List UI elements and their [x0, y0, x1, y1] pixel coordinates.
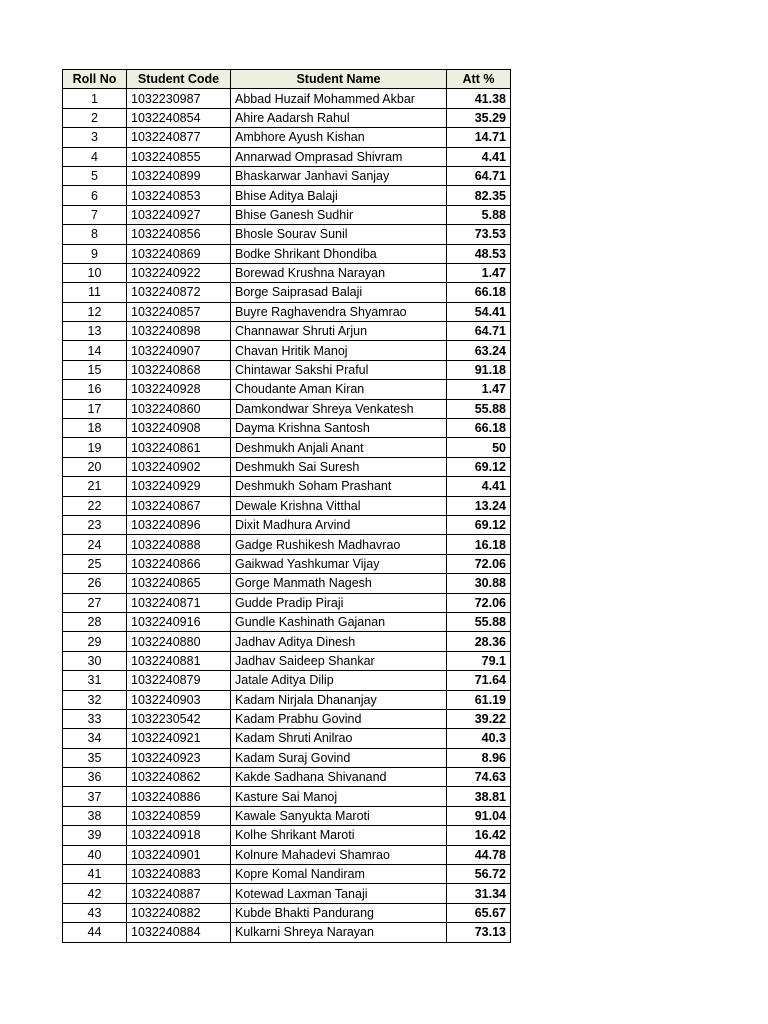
att-percent-cell: 91.04: [447, 806, 511, 825]
table-row: [63, 806, 511, 825]
table-row: [63, 865, 511, 884]
student-name-cell: Borge Saiprasad Balaji: [231, 283, 447, 302]
table-row: [63, 903, 511, 922]
student-code-cell: 1032240907: [127, 341, 231, 360]
roll-no-cell: 9: [63, 244, 127, 263]
table-row: [63, 748, 511, 767]
student-code-cell: 1032240879: [127, 671, 231, 690]
roll-no-cell: 39: [63, 826, 127, 845]
student-code-cell: 1032240860: [127, 399, 231, 418]
roll-no-cell: 15: [63, 360, 127, 379]
student-name-cell: Kadam Shruti Anilrao: [231, 729, 447, 748]
roll-no-cell: 14: [63, 341, 127, 360]
roll-no-cell: 12: [63, 302, 127, 321]
student-code-cell: 1032240901: [127, 845, 231, 864]
att-percent-cell: 91.18: [447, 360, 511, 379]
table-row: [63, 457, 511, 476]
student-code-cell: 1032240881: [127, 651, 231, 670]
student-code-cell: 1032240856: [127, 225, 231, 244]
student-name-cell: Dewale Krishna Vitthal: [231, 496, 447, 515]
table-row: [63, 651, 511, 670]
table-row: [63, 419, 511, 438]
student-code-cell: 1032240862: [127, 768, 231, 787]
student-code-cell: 1032240882: [127, 903, 231, 922]
table-row: [63, 438, 511, 457]
student-code-cell: 1032240867: [127, 496, 231, 515]
student-name-cell: Dayma Krishna Santosh: [231, 419, 447, 438]
student-code-cell: 1032240896: [127, 515, 231, 534]
table-row: [63, 477, 511, 496]
att-percent-cell: 35.29: [447, 108, 511, 127]
table-row: [63, 166, 511, 185]
student-name-cell: Bhaskarwar Janhavi Sanjay: [231, 166, 447, 185]
student-name-cell: Choudante Aman Kiran: [231, 380, 447, 399]
student-code-cell: 1032240898: [127, 322, 231, 341]
student-name-cell: Kakde Sadhana Shivanand: [231, 768, 447, 787]
student-code-cell: 1032240854: [127, 108, 231, 127]
att-percent-cell: 61.19: [447, 690, 511, 709]
roll-no-cell: 43: [63, 903, 127, 922]
att-percent-cell: 64.71: [447, 166, 511, 185]
table-row: [63, 283, 511, 302]
header-row: [63, 70, 511, 89]
att-percent-cell: 5.88: [447, 205, 511, 224]
student-code-cell: 1032240877: [127, 128, 231, 147]
table-row: [63, 244, 511, 263]
roll-no-cell: 20: [63, 457, 127, 476]
table-row: [63, 128, 511, 147]
roll-no-cell: 26: [63, 574, 127, 593]
header-roll-no: Roll No: [63, 70, 127, 89]
table-row: [63, 574, 511, 593]
student-code-cell: 1032240868: [127, 360, 231, 379]
att-percent-cell: 48.53: [447, 244, 511, 263]
student-name-cell: Kasture Sai Manoj: [231, 787, 447, 806]
student-name-cell: Bodke Shrikant Dhondiba: [231, 244, 447, 263]
roll-no-cell: 18: [63, 419, 127, 438]
table-row: [63, 205, 511, 224]
att-percent-cell: 16.42: [447, 826, 511, 845]
att-percent-cell: 30.88: [447, 574, 511, 593]
table-row: [63, 554, 511, 573]
roll-no-cell: 19: [63, 438, 127, 457]
roll-no-cell: 6: [63, 186, 127, 205]
student-code-cell: 1032240857: [127, 302, 231, 321]
student-name-cell: Deshmukh Soham Prashant: [231, 477, 447, 496]
student-name-cell: Gaikwad Yashkumar Vijay: [231, 554, 447, 573]
roll-no-cell: 28: [63, 612, 127, 631]
table-row: [63, 787, 511, 806]
table-row: [63, 671, 511, 690]
student-name-cell: Chintawar Sakshi Praful: [231, 360, 447, 379]
student-name-cell: Damkondwar Shreya Venkatesh: [231, 399, 447, 418]
student-code-cell: 1032240869: [127, 244, 231, 263]
student-name-cell: Gorge Manmath Nagesh: [231, 574, 447, 593]
roll-no-cell: 17: [63, 399, 127, 418]
student-name-cell: Bhise Aditya Balaji: [231, 186, 447, 205]
table-row: [63, 108, 511, 127]
student-code-cell: 1032240865: [127, 574, 231, 593]
student-name-cell: Kubde Bhakti Pandurang: [231, 903, 447, 922]
table-row: [63, 709, 511, 728]
student-code-cell: 1032240916: [127, 612, 231, 631]
roll-no-cell: 34: [63, 729, 127, 748]
roll-no-cell: 13: [63, 322, 127, 341]
att-percent-cell: 66.18: [447, 283, 511, 302]
table-row: [63, 263, 511, 282]
att-percent-cell: 73.13: [447, 923, 511, 942]
att-percent-cell: 41.38: [447, 89, 511, 108]
student-name-cell: Bhosle Sourav Sunil: [231, 225, 447, 244]
student-name-cell: Annarwad Omprasad Shivram: [231, 147, 447, 166]
roll-no-cell: 23: [63, 515, 127, 534]
table-row: [63, 923, 511, 942]
roll-no-cell: 32: [63, 690, 127, 709]
roll-no-cell: 3: [63, 128, 127, 147]
attendance-table: [62, 69, 511, 943]
student-name-cell: Kawale Sanyukta Maroti: [231, 806, 447, 825]
att-percent-cell: 72.06: [447, 593, 511, 612]
roll-no-cell: 24: [63, 535, 127, 554]
student-code-cell: 1032240929: [127, 477, 231, 496]
student-code-cell: 1032240888: [127, 535, 231, 554]
table-row: [63, 186, 511, 205]
student-code-cell: 1032240899: [127, 166, 231, 185]
student-name-cell: Dixit Madhura Arvind: [231, 515, 447, 534]
att-percent-cell: 44.78: [447, 845, 511, 864]
student-name-cell: Gundle Kashinath Gajanan: [231, 612, 447, 631]
student-name-cell: Kulkarni Shreya Narayan: [231, 923, 447, 942]
student-code-cell: 1032240886: [127, 787, 231, 806]
table-row: [63, 535, 511, 554]
student-code-cell: 1032240859: [127, 806, 231, 825]
att-percent-cell: 66.18: [447, 419, 511, 438]
student-code-cell: 1032240887: [127, 884, 231, 903]
table-row: [63, 845, 511, 864]
att-percent-cell: 56.72: [447, 865, 511, 884]
student-code-cell: 1032230987: [127, 89, 231, 108]
table-body: [63, 89, 511, 942]
att-percent-cell: 55.88: [447, 399, 511, 418]
roll-no-cell: 25: [63, 554, 127, 573]
att-percent-cell: 16.18: [447, 535, 511, 554]
student-code-cell: 1032240880: [127, 632, 231, 651]
att-percent-cell: 54.41: [447, 302, 511, 321]
student-code-cell: 1032240855: [127, 147, 231, 166]
att-percent-cell: 4.41: [447, 477, 511, 496]
table-row: [63, 768, 511, 787]
table-row: [63, 515, 511, 534]
roll-no-cell: 8: [63, 225, 127, 244]
student-name-cell: Kadam Prabhu Govind: [231, 709, 447, 728]
student-code-cell: 1032240918: [127, 826, 231, 845]
roll-no-cell: 40: [63, 845, 127, 864]
header-student-code: Student Code: [127, 70, 231, 89]
roll-no-cell: 1: [63, 89, 127, 108]
table-row: [63, 690, 511, 709]
student-code-cell: 1032240908: [127, 419, 231, 438]
student-code-cell: 1032240923: [127, 748, 231, 767]
student-code-cell: 1032240902: [127, 457, 231, 476]
student-name-cell: Jadhav Aditya Dinesh: [231, 632, 447, 651]
att-percent-cell: 39.22: [447, 709, 511, 728]
att-percent-cell: 69.12: [447, 457, 511, 476]
att-percent-cell: 50: [447, 438, 511, 457]
student-name-cell: Jatale Aditya Dilip: [231, 671, 447, 690]
table-row: [63, 341, 511, 360]
att-percent-cell: 4.41: [447, 147, 511, 166]
student-name-cell: Kadam Suraj Govind: [231, 748, 447, 767]
student-code-cell: 1032240866: [127, 554, 231, 573]
student-name-cell: Chavan Hritik Manoj: [231, 341, 447, 360]
roll-no-cell: 29: [63, 632, 127, 651]
roll-no-cell: 41: [63, 865, 127, 884]
student-code-cell: 1032240921: [127, 729, 231, 748]
table-row: [63, 884, 511, 903]
student-name-cell: Jadhav Saideep Shankar: [231, 651, 447, 670]
roll-no-cell: 30: [63, 651, 127, 670]
student-name-cell: Abbad Huzaif Mohammed Akbar: [231, 89, 447, 108]
student-name-cell: Kolhe Shrikant Maroti: [231, 826, 447, 845]
roll-no-cell: 4: [63, 147, 127, 166]
att-percent-cell: 40.3: [447, 729, 511, 748]
roll-no-cell: 22: [63, 496, 127, 515]
roll-no-cell: 7: [63, 205, 127, 224]
table-row: [63, 826, 511, 845]
att-percent-cell: 31.34: [447, 884, 511, 903]
att-percent-cell: 28.36: [447, 632, 511, 651]
table-row: [63, 632, 511, 651]
student-name-cell: Ahire Aadarsh Rahul: [231, 108, 447, 127]
student-name-cell: Deshmukh Anjali Anant: [231, 438, 447, 457]
roll-no-cell: 31: [63, 671, 127, 690]
table-row: [63, 89, 511, 108]
student-code-cell: 1032240922: [127, 263, 231, 282]
att-percent-cell: 74.63: [447, 768, 511, 787]
student-name-cell: Kolnure Mahadevi Shamrao: [231, 845, 447, 864]
roll-no-cell: 33: [63, 709, 127, 728]
table-row: [63, 612, 511, 631]
att-percent-cell: 65.67: [447, 903, 511, 922]
student-name-cell: Deshmukh Sai Suresh: [231, 457, 447, 476]
table-row: [63, 225, 511, 244]
student-name-cell: Borewad Krushna Narayan: [231, 263, 447, 282]
table-row: [63, 322, 511, 341]
roll-no-cell: 44: [63, 923, 127, 942]
att-percent-cell: 14.71: [447, 128, 511, 147]
table-row: [63, 496, 511, 515]
roll-no-cell: 36: [63, 768, 127, 787]
att-percent-cell: 73.53: [447, 225, 511, 244]
roll-no-cell: 11: [63, 283, 127, 302]
student-code-cell: 1032240927: [127, 205, 231, 224]
att-percent-cell: 71.64: [447, 671, 511, 690]
roll-no-cell: 2: [63, 108, 127, 127]
att-percent-cell: 13.24: [447, 496, 511, 515]
roll-no-cell: 37: [63, 787, 127, 806]
student-name-cell: Bhise Ganesh Sudhir: [231, 205, 447, 224]
roll-no-cell: 27: [63, 593, 127, 612]
roll-no-cell: 38: [63, 806, 127, 825]
student-code-cell: 1032240871: [127, 593, 231, 612]
table-row: [63, 380, 511, 399]
roll-no-cell: 42: [63, 884, 127, 903]
roll-no-cell: 16: [63, 380, 127, 399]
student-code-cell: 1032240883: [127, 865, 231, 884]
student-name-cell: Kopre Komal Nandiram: [231, 865, 447, 884]
student-code-cell: 1032240884: [127, 923, 231, 942]
roll-no-cell: 21: [63, 477, 127, 496]
att-percent-cell: 1.47: [447, 263, 511, 282]
att-percent-cell: 82.35: [447, 186, 511, 205]
student-name-cell: Buyre Raghavendra Shyamrao: [231, 302, 447, 321]
table-row: [63, 729, 511, 748]
att-percent-cell: 8.96: [447, 748, 511, 767]
table-row: [63, 593, 511, 612]
student-code-cell: 1032240861: [127, 438, 231, 457]
att-percent-cell: 64.71: [447, 322, 511, 341]
att-percent-cell: 63.24: [447, 341, 511, 360]
student-code-cell: 1032240928: [127, 380, 231, 399]
student-code-cell: 1032240872: [127, 283, 231, 302]
table-row: [63, 360, 511, 379]
header-student-name: Student Name: [231, 70, 447, 89]
student-name-cell: Gadge Rushikesh Madhavrao: [231, 535, 447, 554]
att-percent-cell: 69.12: [447, 515, 511, 534]
student-name-cell: Kadam Nirjala Dhananjay: [231, 690, 447, 709]
student-name-cell: Ambhore Ayush Kishan: [231, 128, 447, 147]
att-percent-cell: 55.88: [447, 612, 511, 631]
header-att-percent: Att %: [447, 70, 511, 89]
student-name-cell: Channawar Shruti Arjun: [231, 322, 447, 341]
table-row: [63, 399, 511, 418]
roll-no-cell: 35: [63, 748, 127, 767]
student-code-cell: 1032230542: [127, 709, 231, 728]
student-code-cell: 1032240853: [127, 186, 231, 205]
roll-no-cell: 5: [63, 166, 127, 185]
att-percent-cell: 1.47: [447, 380, 511, 399]
att-percent-cell: 38.81: [447, 787, 511, 806]
roll-no-cell: 10: [63, 263, 127, 282]
att-percent-cell: 72.06: [447, 554, 511, 573]
table-row: [63, 302, 511, 321]
student-name-cell: Kotewad Laxman Tanaji: [231, 884, 447, 903]
att-percent-cell: 79.1: [447, 651, 511, 670]
student-code-cell: 1032240903: [127, 690, 231, 709]
student-name-cell: Gudde Pradip Piraji: [231, 593, 447, 612]
table-row: [63, 147, 511, 166]
